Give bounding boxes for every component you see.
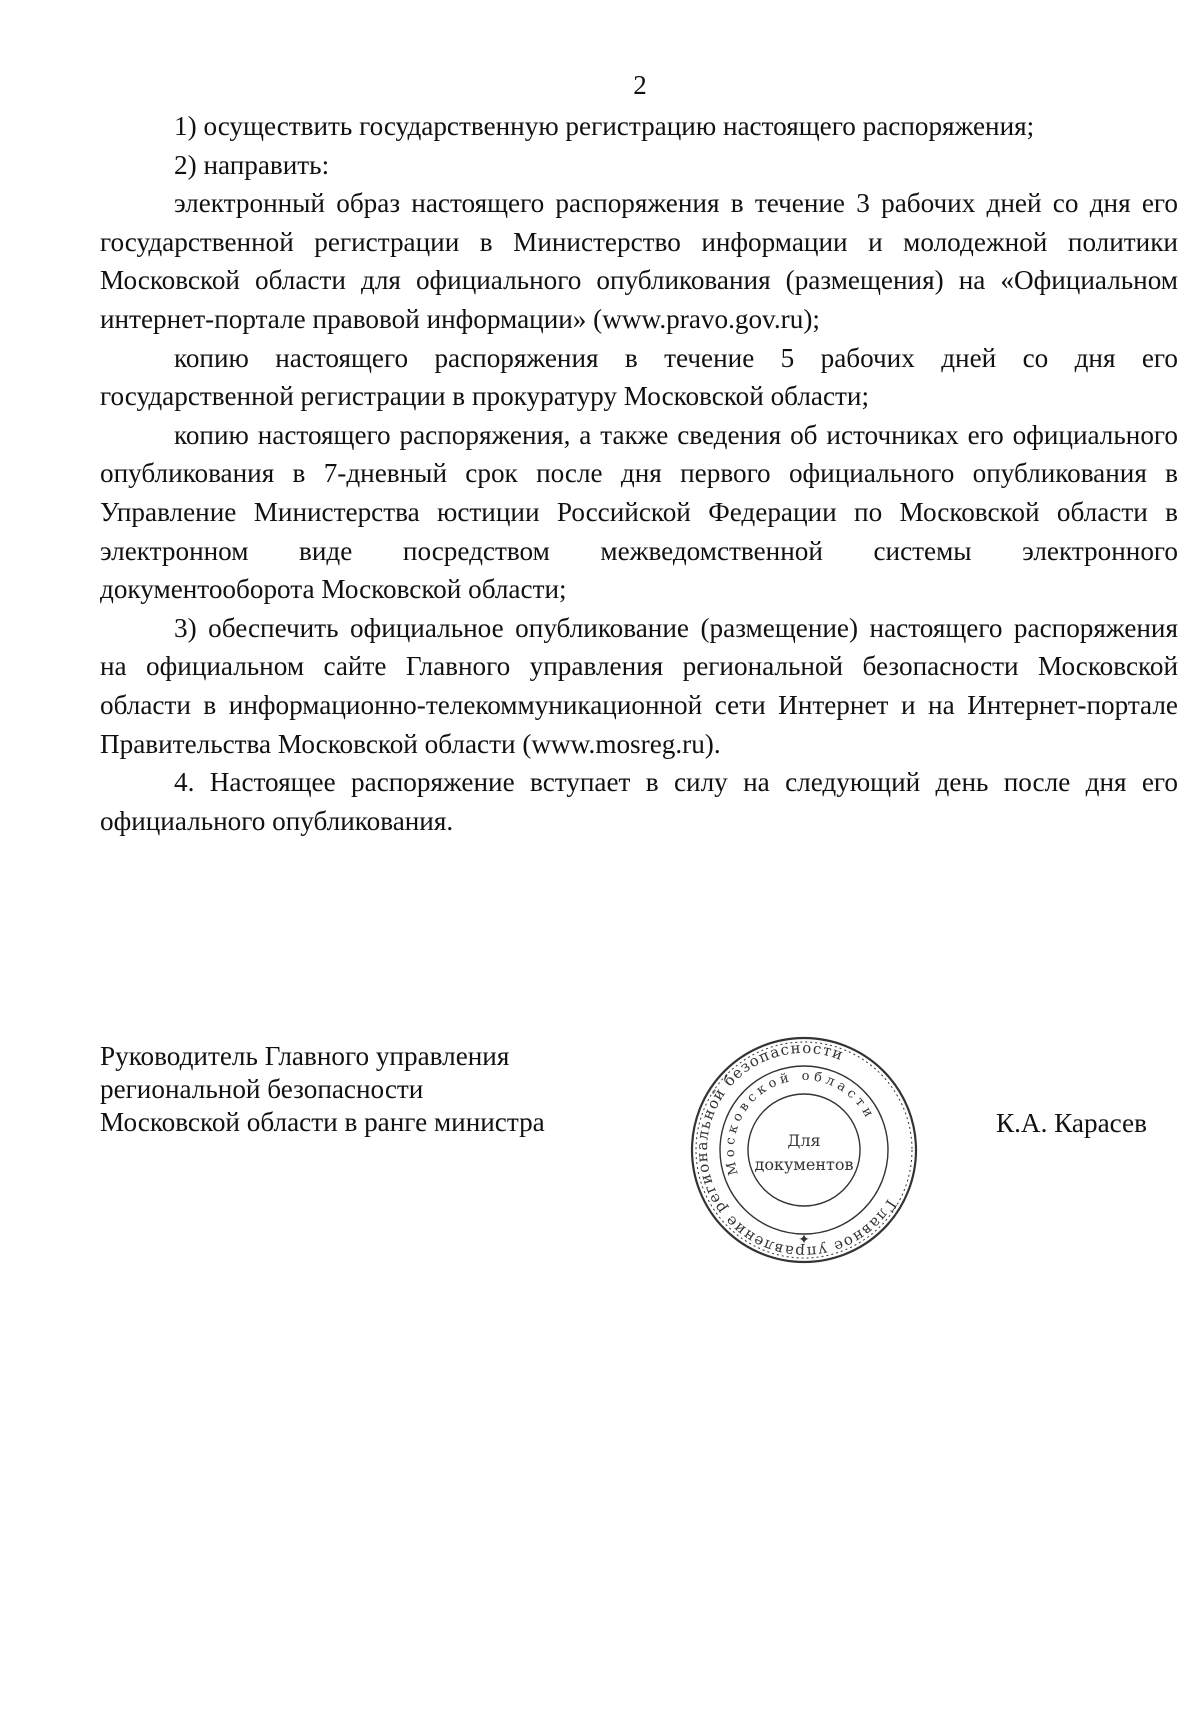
paragraph-send: 2) направить:: [174, 149, 330, 180]
seal-center-line-1: Для: [787, 1131, 821, 1150]
seal-star-icon: ✦: [798, 1232, 810, 1248]
seal-graphic: [684, 1030, 924, 1270]
signature-position: [100, 1040, 640, 1139]
seal-inner-text: Московской области: [722, 1068, 878, 1177]
signature-position-line: региональной безопасности: [100, 1074, 424, 1104]
official-seal-stamp: [684, 1030, 924, 1270]
signature-position-line: Московской области в ранге министра: [100, 1107, 545, 1137]
paragraph-prosecutor-copy: копию настоящего распоряжения в течение 5 рабочих дней со дня его государственной регистрации в прокуратуру Московской области;: [100, 342, 1178, 412]
seal-middle-ring: [720, 1066, 888, 1234]
signer-name: К.А. Карасев: [996, 1108, 1147, 1138]
signature-position-line: Руководитель Главного управления: [100, 1041, 510, 1071]
paragraph-publication: 3) обеспечить официальное опубликование (размещение) настоящего распоряжения на официальном сайте Главного управления региональной безопасности Московской области в информационно-телекоммуникационной сети Интернет и на Интернет-портале Правительства Московской области (www.mosreg.ru).: [100, 612, 1178, 759]
seal-outer-text: Главное управление региональной безопасности: [692, 1038, 900, 1262]
paragraph-effective-date: 4. Настоящее распоряжение вступает в силу на следующий день после дня его официального опубликования.: [100, 767, 1178, 836]
seal-center-line-2: документов: [754, 1155, 854, 1174]
seal-inner-ring: [748, 1094, 860, 1206]
paragraph-electronic-copy: электронный образ настоящего распоряжения в течение 3 рабочих дней со дня его государственной регистрации в Министерство информации и молодежной политики Московской области для официального опубликования (размещения) на «Официальном интернет-портале правовой информации» (www.pravo.gov.ru);: [100, 188, 1178, 334]
paragraph-register: 1) осуществить государственную регистрацию настоящего распоряжения;: [174, 111, 1035, 141]
paragraph-justice-ministry-copy: копию настоящего распоряжения, а также сведения об источниках его официального опубликования в 7-дневный срок после дня первого официального опубликования в Управление Министерства юстиции Российской Федерации по Московской области в электронном виде посредством межведомственной системы электронного документооборота Московской области;: [100, 419, 1178, 605]
page-number: 2: [633, 70, 647, 100]
document-body: [100, 107, 1178, 840]
